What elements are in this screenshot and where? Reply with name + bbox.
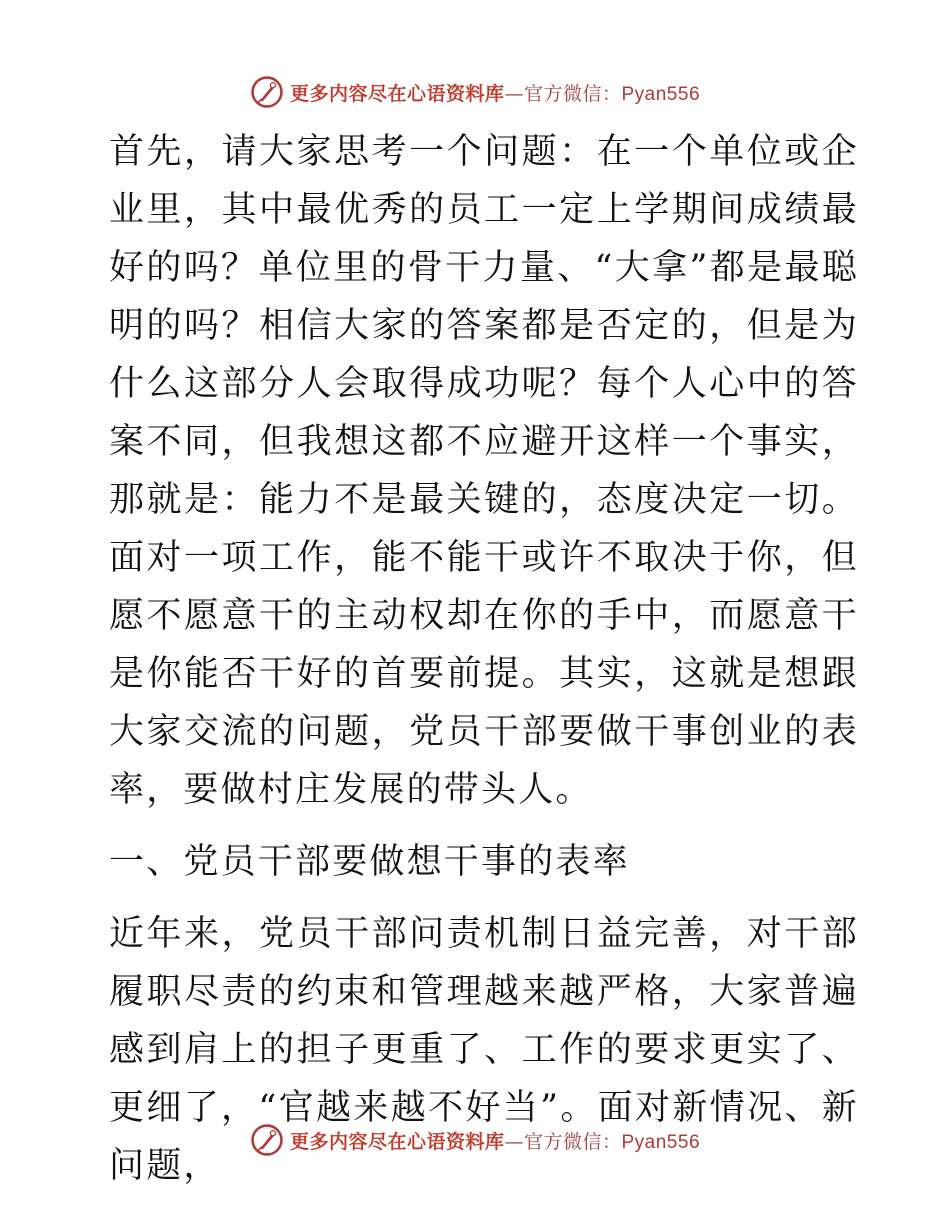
paragraph-intro: 首先，请大家思考一个问题：在一个单位或企业里，其中最优秀的员工一定上学期间成绩最好的吗？单位里的骨干力量、“大拿”都是最聪明的吗？相信大家的答案都是否定的，但是为什么这部分人会取得成功呢？每个人心中的答案不同，但我想这都不应避开这样一个事实，那就是：能力不是最关键的，态度决定一切。面对一项工作，能不能干或许不取决于你，但愿不愿意干的主动权却在你的手中，而愿意干是你能否干好的首要前提。其实，这就是想跟大家交流的问题，党员干部要做干事创业的表率，要做村庄发展的带头人。 [109, 132, 859, 810]
footer-banner-content [250, 1123, 700, 1157]
document-body [99, 123, 859, 1195]
header-banner-label: 官方微信： [523, 82, 622, 105]
footer-banner-text [290, 1127, 700, 1154]
header-banner-text [290, 79, 700, 106]
header-banner-content [250, 75, 700, 109]
footer-banner-brand: 更多内容尽在心语资料库 [289, 1130, 505, 1153]
quill-logo-icon [250, 75, 284, 109]
footer-banner-wechat-id: Pyan556 [621, 1131, 701, 1153]
footer-banner [0, 1120, 950, 1160]
header-banner-separator: — [504, 82, 524, 105]
paragraph-section-1: 近年来，党员干部问责机制日益完善，对干部履职尽责的约束和管理越来越严格，大家普遍感到肩上的担子更重了、工作的要求更实了、更细了，“官越来越不好当”。面对新情况、新问题， [109, 914, 859, 1186]
header-banner-wechat-id: Pyan556 [621, 83, 701, 105]
footer-banner-separator: — [504, 1130, 524, 1153]
section-heading-1: 一、党员干部要做想干事的表率 [109, 842, 630, 882]
quill-logo-icon [250, 1123, 284, 1157]
header-banner-brand: 更多内容尽在心语资料库 [289, 82, 505, 105]
footer-banner-label: 官方微信： [523, 1130, 622, 1153]
header-banner [0, 72, 950, 112]
